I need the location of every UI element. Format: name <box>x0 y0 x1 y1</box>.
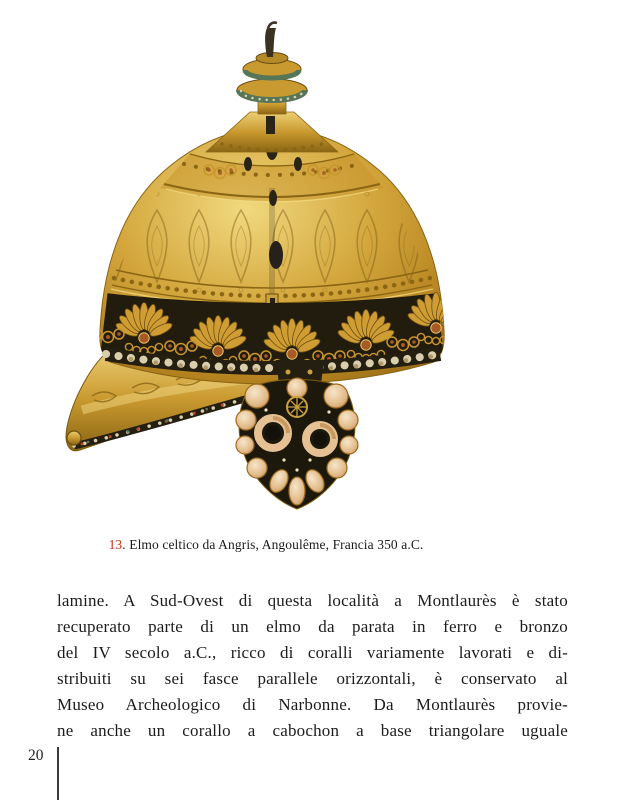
body-line: recuperato parte di un elmo da parata in ferro e bronzo <box>57 617 568 636</box>
body-line: del IV secolo a.C., ricco di coralli variamente lavorati e di- <box>57 643 568 662</box>
page-number: 20 <box>28 747 44 764</box>
body-line: lamine. A Sud-Ovest di questa località a Montlaurès è stato <box>57 591 568 610</box>
footer-rule <box>57 747 59 800</box>
caption-number: 13 <box>108 537 123 552</box>
figure-caption <box>52 537 480 553</box>
helmet-finial <box>206 23 338 152</box>
body-line: stribuiti su sei fasce parallele orizzontali, è conservato al <box>57 669 568 688</box>
caption-text: Elmo celtico da Angris, Angoulême, Francia 350 a.C. <box>129 537 424 552</box>
body-line: ne anche un corallo a cabochon a base triangolare uguale <box>57 721 568 740</box>
helmet-image <box>52 12 452 517</box>
body-paragraph <box>57 588 568 744</box>
caption-separator: . <box>122 537 130 552</box>
body-line: Museo Archeologico di Narbonne. Da Montlaurès provie- <box>57 695 568 714</box>
helmet-dome <box>52 128 452 384</box>
helmet-figure <box>52 12 452 517</box>
